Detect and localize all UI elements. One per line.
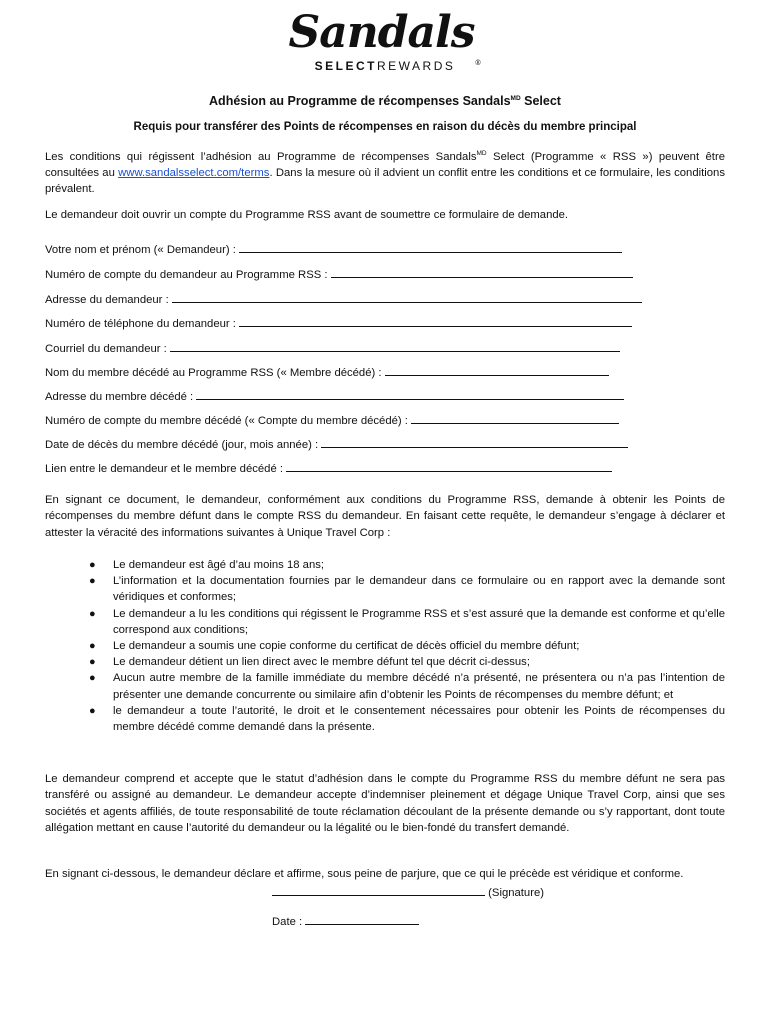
field-applicant-phone: Numéro de téléphone du demandeur : (45, 314, 632, 332)
deceased-address-input-line[interactable] (196, 387, 624, 400)
applicant-address-input-line[interactable] (172, 290, 642, 303)
list-item: ● Le demandeur détient un lien direct avec le membre défunt tel que décrit ci-dessus; (45, 654, 725, 670)
list-item: ● Le demandeur est âgé d’au moins 18 ans; (45, 557, 725, 573)
list-item: ● Le demandeur a lu les conditions qui régissent le Programme RSS et s’est assuré que la demande est conforme et qu’elle correspond aux conditions; (89, 607, 725, 636)
field-applicant-account: Numéro de compte du demandeur au Programme RSS : (45, 265, 633, 283)
list-item: ● L’information et la documentation fournies par le demandeur dans ce formulaire ou en rapport avec la demande sont véridiques et conformes; (89, 575, 725, 604)
bullet-icon: ● (89, 640, 96, 653)
terms-link[interactable]: www.sandalsselect.com/terms (118, 167, 270, 180)
sandals-select-rewards-logo (0, 8, 770, 73)
requirement-paragraph: Le demandeur doit ouvrir un compte du Programme RSS avant de soumettre ce formulaire de demande. (45, 209, 569, 221)
bullet-icon: ● (89, 607, 96, 620)
intro-paragraph: Les conditions qui régissent l’adhésion au Programme de récompenses Sandals$^{MD}$ Select (Programme « RSS ») peuvent être consultées au www.sandalsselect.com/terms. Dans la mesure où il advient un conflit entre les conditions et ce formulaire, les conditions prévalent. (45, 150, 725, 196)
field-applicant-address: Adresse du demandeur : (45, 290, 642, 308)
applicant-account-input-line[interactable] (331, 265, 633, 278)
field-applicant-email: Courriel du demandeur : (45, 339, 620, 357)
document-title: Adhésion au Programme de récompenses Sandals$^{MD}$ Select (209, 94, 561, 108)
field-relationship: Lien entre le demandeur et le membre décédé : (45, 459, 612, 477)
field-applicant-name: Votre nom et prénom (« Demandeur) : (45, 240, 622, 258)
relationship-input-line[interactable] (286, 459, 612, 472)
deceased-name-input-line[interactable] (385, 363, 609, 376)
list-item: ● Le demandeur a soumis une copie conforme du certificat de décès officiel du membre défunt; (45, 638, 725, 654)
logo-brand: Sandals® (288, 7, 482, 67)
signature-field: (Signature) (272, 883, 544, 901)
bullet-icon: ● (89, 575, 96, 588)
date-field: Date : (272, 912, 419, 930)
field-deceased-account: Numéro de compte du membre décédé (« Compte du membre décédé) : (45, 411, 619, 429)
date-of-death-input-line[interactable] (321, 435, 628, 448)
list-item: ● le demandeur a toute l’autorité, le droit et le consentement nécessaires pour obtenir les Points de récompenses du membre décédé comme demandé dans la présente. (89, 704, 725, 734)
declaration-intro: En signant ce document, le demandeur, conformément aux conditions du Programme RSS, demande à obtenir les Points de récompenses du membre défunt dans le compte RSS du demandeur. En faisant cette requête, le demandeur s’engage à déclarer et attester la véracité des informations suivantes à Unique Travel Corp : (45, 494, 725, 539)
bullet-icon: ● (89, 704, 96, 717)
applicant-phone-input-line[interactable] (239, 314, 632, 327)
deceased-account-input-line[interactable] (411, 411, 619, 424)
bullet-icon: ● (89, 656, 96, 669)
list-item: ● Aucun autre membre de la famille immédiate du membre décédé n’a présenté, ne présentera ou n’a pas l’intention de présenter une demande concurrente ou similaire afin d’obtenir les Points de récompenses du membre défunt; et (89, 672, 725, 701)
declaration-list (45, 557, 725, 735)
field-date-of-death: Date de décès du membre décédé (jour, mois année) : (45, 435, 628, 453)
applicant-name-input-line[interactable] (239, 240, 622, 253)
applicant-email-input-line[interactable] (170, 339, 620, 352)
field-deceased-name: Nom du membre décédé au Programme RSS (« Membre décédé) : (45, 363, 609, 381)
field-deceased-address: Adresse du membre décédé : (45, 387, 624, 405)
bullet-icon: ● (89, 559, 96, 571)
document-subtitle: Requis pour transférer des Points de récompenses en raison du décès du membre principal (133, 121, 637, 133)
logo-subtitle: SELECTREWARDS (314, 59, 456, 73)
signature-input-line[interactable] (272, 883, 485, 896)
date-input-line[interactable] (305, 912, 419, 925)
signing-paragraph: En signant ci-dessous, le demandeur déclare et affirme, sous peine de parjure, que ce qui le précède est véridique et conforme. (45, 868, 684, 880)
bullet-icon: ● (89, 672, 96, 685)
acknowledgement-paragraph: Le demandeur comprend et accepte que le statut d’adhésion dans le compte du Programme RSS du membre défunt ne sera pas transféré ou assigné au demandeur. Le demandeur accepte d’indemniser pleinement et dégage Unique Travel Corp, ainsi que ses sociétés et agents affiliés, de toute responsabilité de toute réclamation découlant de la présente demande ou s’y rapportant, dont toute allégation mettant en cause l’autorité du demandeur ou la légalité ou le bien-fondé du transfert demandé. (45, 773, 725, 834)
